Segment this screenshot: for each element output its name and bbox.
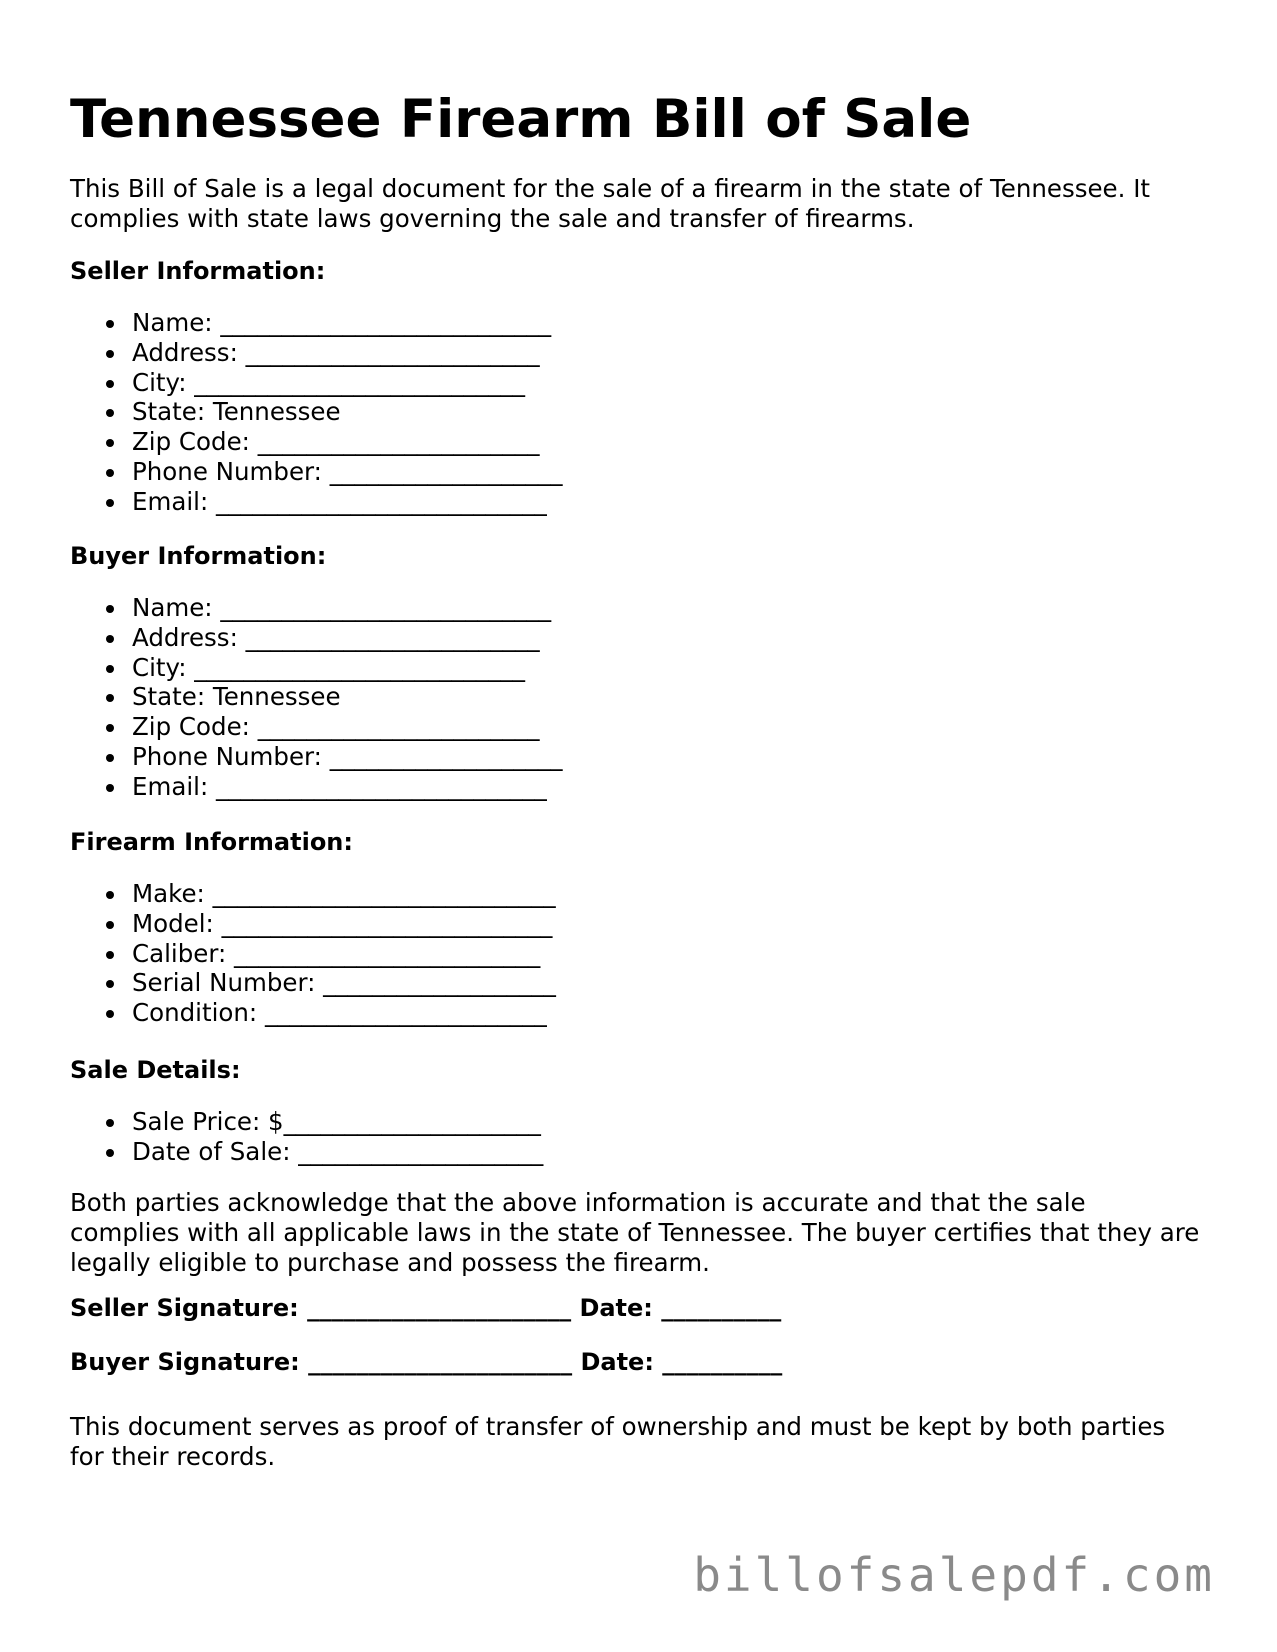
firearm-serial-field: Serial Number: ___________________ [70, 968, 556, 998]
seller-signature-line: Seller Signature: ______________________ Date: __________ [70, 1294, 782, 1322]
page-title: Tennessee Firearm Bill of Sale [70, 89, 972, 150]
closing-paragraph: This document serves as proof of transfer of ownership and must be kept by both parties for their records. [70, 1412, 1166, 1471]
firearm-caliber-field: Caliber: _________________________ [70, 939, 556, 969]
seller-phone-field: Phone Number: ___________________ [70, 457, 562, 487]
seller-fields [70, 308, 562, 517]
buyer-name-field: Name: ___________________________ [70, 593, 562, 623]
watermark-text: billofsalepdf.com [693, 1548, 1215, 1602]
intro-paragraph: This Bill of Sale is a legal document for the sale of a firearm in the state of Tennessee. It complies with state laws governing the sale and transfer of firearms. [70, 174, 1151, 233]
sale-date-field: Date of Sale: ____________________ [70, 1137, 543, 1167]
firearm-fields [70, 879, 556, 1028]
buyer-city-field: City: ___________________________ [70, 653, 562, 683]
seller-name-field: Name: ___________________________ [70, 308, 562, 338]
seller-address-field: Address: ________________________ [70, 338, 562, 368]
firearm-make-field: Make: ____________________________ [70, 879, 556, 909]
buyer-phone-field: Phone Number: ___________________ [70, 742, 562, 772]
buyer-email-field: Email: ___________________________ [70, 772, 562, 802]
firearm-condition-field: Condition: _______________________ [70, 998, 556, 1028]
buyer-signature-line: Buyer Signature: ______________________ Date: __________ [70, 1348, 783, 1376]
acknowledgment-paragraph: Both parties acknowledge that the above information is accurate and that the sale complies with all applicable laws in the state of Tennessee. The buyer certifies that they are legally eligible to purchase and possess the firearm. [70, 1188, 1200, 1277]
seller-heading: Seller Information: [70, 257, 326, 285]
buyer-heading: Buyer Information: [70, 542, 327, 570]
sale-price-field: Sale Price: $_____________________ [70, 1107, 543, 1137]
buyer-address-field: Address: ________________________ [70, 623, 562, 653]
firearm-model-field: Model: ___________________________ [70, 909, 556, 939]
seller-email-field: Email: ___________________________ [70, 487, 562, 517]
buyer-zip-field: Zip Code: _______________________ [70, 712, 562, 742]
buyer-state-field: State: Tennessee [70, 682, 562, 712]
firearm-heading: Firearm Information: [70, 828, 353, 856]
seller-zip-field: Zip Code: _______________________ [70, 427, 562, 457]
buyer-fields [70, 593, 562, 802]
sale-heading: Sale Details: [70, 1056, 241, 1084]
sale-fields [70, 1107, 543, 1167]
seller-state-field: State: Tennessee [70, 397, 562, 427]
seller-city-field: City: ___________________________ [70, 368, 562, 398]
